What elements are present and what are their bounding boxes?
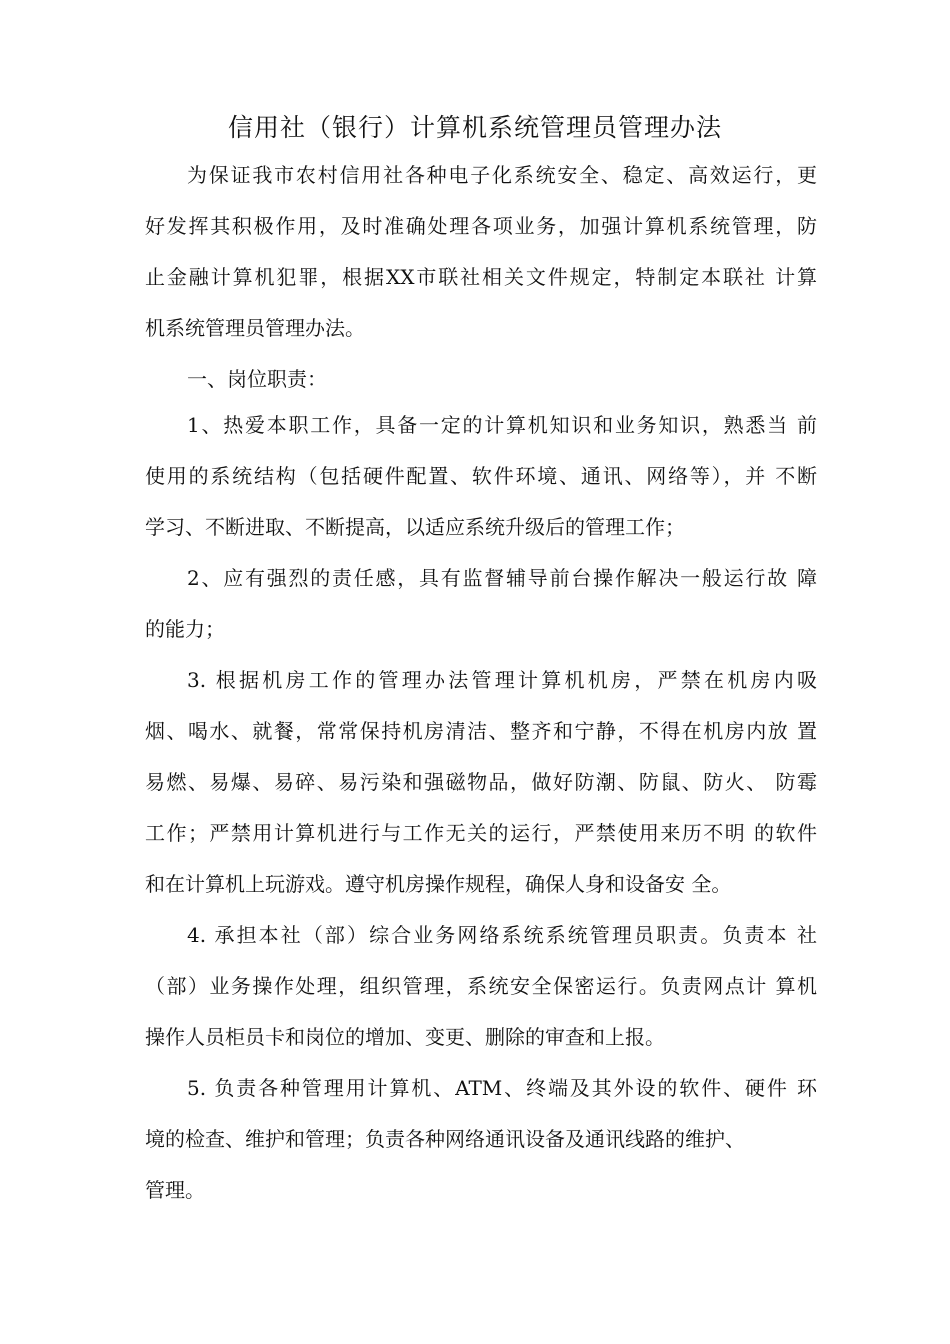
section-heading: 一、岗位职责： [187, 367, 327, 391]
paragraph-line: 4. 承担本社（部）综合业务网络系统系统管理员职责。负责本 社 [187, 923, 817, 947]
paragraph-line: 1、热爱本职工作，具备一定的计算机知识和业务知识，熟悉当 前 [187, 413, 817, 437]
paragraph-line: 管理。 [145, 1178, 205, 1202]
paragraph-line: 使用的系统结构（包括硬件配置、软件环境、通讯、网络等），并 不断 [145, 464, 817, 488]
paragraph-line: 的能力； [145, 617, 225, 641]
paragraph-line: 2、应有强烈的责任感，具有监督辅导前台操作解决一般运行故 障 [187, 566, 817, 590]
paragraph-line: 工作；严禁用计算机进行与工作无关的运行，严禁使用来历不明 的软件 [145, 821, 817, 845]
paragraph-line: 5. 负责各种管理用计算机、ATM、终端及其外设的软件、硬件 环 [187, 1076, 817, 1100]
paragraph-line: 操作人员柜员卡和岗位的增加、变更、删除的审查和上报。 [145, 1025, 665, 1049]
document-title: 信用社（银行）计算机系统管理员管理办法 [227, 113, 722, 142]
paragraph-line: 境的检查、维护和管理；负责各种网络通讯设备及通讯线路的维护、 [145, 1127, 745, 1151]
paragraph-line: 好发挥其积极作用，及时准确处理各项业务，加强计算机系统管理，防 [145, 214, 817, 238]
paragraph-line: 为保证我市农村信用社各种电子化系统安全、稳定、高效运行，更 [187, 163, 817, 187]
paragraph-line: 和在计算机上玩游戏。遵守机房操作规程，确保人身和设备安 全。 [145, 872, 732, 896]
paragraph-line: 学习、不断进取、不断提高，以适应系统升级后的管理工作； [145, 515, 685, 539]
paragraph-line: 机系统管理员管理办法。 [145, 316, 365, 340]
paragraph-line: 3. 根据机房工作的管理办法管理计算机机房，严禁在机房内吸 [187, 668, 817, 692]
paragraph-line: 止金融计算机犯罪，根据XX市联社相关文件规定，特制定本联社 计算 [145, 265, 817, 289]
paragraph-line: （部）业务操作处理，组织管理，系统安全保密运行。负责网点计 算机 [145, 974, 817, 998]
paragraph-line: 烟、喝水、就餐，常常保持机房清洁、整齐和宁静，不得在机房内放 置 [145, 719, 817, 743]
paragraph-line: 易燃、易爆、易碎、易污染和强磁物品，做好防潮、防鼠、防火、 防霉 [145, 770, 817, 794]
